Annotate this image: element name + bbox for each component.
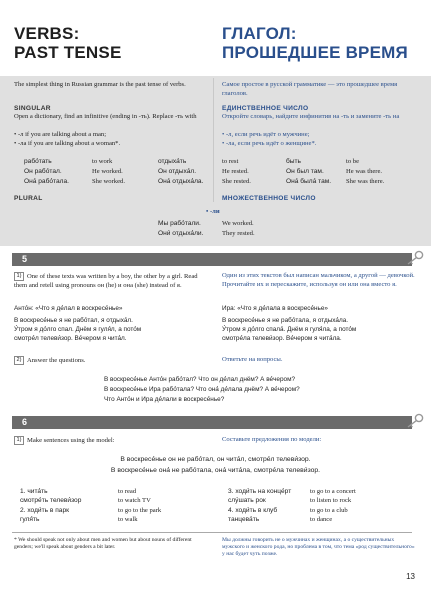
rule-ru: Откройте словарь, найдите инфинитив на -ть и замените -ть на	[222, 113, 400, 120]
conj-en: He worked.	[92, 168, 123, 175]
plural-ru: Мы рабо́тали.	[158, 220, 201, 227]
key-icon[interactable]	[406, 413, 424, 429]
page-number: 13	[406, 572, 415, 581]
conj-ru: Он был там.	[286, 168, 324, 175]
column-divider	[213, 78, 214, 202]
item-ru: слу́шать рок	[228, 497, 266, 504]
footnote-en: * We should speak not only about men and women but about nouns of different genders; we'll speak about genders a bit later.	[14, 537, 192, 550]
conj-ru: Она́ рабо́тала.	[24, 178, 70, 185]
text-a-title: Анто́н: «Что я де́лал в воскресе́нье»	[14, 305, 123, 312]
conj-ru: быть	[286, 158, 301, 165]
item-ru: 2. ходи́ть в парк	[20, 507, 70, 514]
item-en: to dance	[310, 516, 333, 523]
rule-en: Open a dictionary, find an infinitive (ending in -ть). Replace -ть with	[14, 113, 197, 120]
item-en: to go to a club	[310, 507, 348, 514]
model-sentence-m: В воскресе́нье он не рабо́тал, он чита́л, смотре́л телеви́зор.	[120, 456, 311, 463]
plural-heading-ru: МНОЖЕСТВЕННОЕ ЧИСЛО	[222, 195, 316, 202]
intro-ru: Самое простое в русской грамматике — это прошедшее время глаголов.	[222, 81, 398, 97]
question: В воскресе́нье Ира рабо́тала? Что она́ де́лала днём? А ве́чером?	[104, 386, 300, 393]
conj-en: to work	[92, 158, 113, 165]
bullet-man-en: • -л if you are talking about a man;	[14, 131, 107, 138]
item-ru: гуля́ть	[20, 516, 40, 523]
singular-heading-en: SINGULAR	[14, 105, 51, 112]
item-ru: 3. ходи́ть на конце́рт	[228, 488, 292, 495]
page-title-ru: ГЛАГОЛ: ПРОШЕДШЕЕ ВРЕМЯ	[222, 24, 408, 62]
exercise-5-bar	[12, 253, 412, 266]
conj-ru: Она́ отдыха́ла.	[158, 178, 204, 185]
text-a-line: смотре́л телеви́зор. Ве́чером я чита́л.	[14, 335, 127, 342]
intro-en: The simplest thing in Russian grammar is the past tense of verbs.	[14, 81, 186, 88]
item-en: to watch TV	[118, 497, 151, 504]
footnote-rule	[12, 532, 412, 533]
conj-en: She was there.	[346, 178, 385, 185]
ex6-task1-en: 1) Make sentences using the model:	[14, 436, 115, 446]
model-sentence-f: В воскресе́нье она́ не рабо́тала, она́ чита́ла, смотре́ла телеви́зор.	[110, 467, 321, 474]
singular-heading-ru: ЕДИНСТВЕННОЕ ЧИСЛО	[222, 105, 309, 112]
exercise-number: 5	[22, 254, 28, 264]
plural-ru: Они́ отдыха́ли.	[158, 230, 204, 237]
plural-en: We worked.	[222, 220, 254, 227]
text-b-line: У́тром я до́лго спала́. Днём я гуля́ла, а пото́м	[222, 326, 357, 333]
conj-en: He rested.	[222, 168, 249, 175]
text-a-line: У́тром я до́лго спал. Днём я гуля́л, а пото́м	[14, 326, 142, 333]
exercise-number: 6	[22, 417, 28, 427]
ex6-task1-ru: Составьте предложения по модели:	[222, 436, 322, 443]
bullet-woman-en: • -ла if you are talking about a woman*.	[14, 140, 121, 147]
conj-en: She worked.	[92, 178, 125, 185]
page-title-en: VERBS: PAST TENSE	[14, 24, 122, 62]
item-en: to listen to rock	[310, 497, 352, 504]
conj-ru: рабо́тать	[24, 158, 52, 165]
item-en: to read	[118, 488, 137, 495]
ex5-task1-en: 1) One of these texts was written by a boy, the other by a girl. Read them and retell using pronouns он (he) и она (she) instead of я.	[14, 273, 198, 289]
grammar-box	[0, 76, 431, 246]
conj-en: to be	[346, 158, 360, 165]
plural-heading-en: PLURAL	[14, 195, 43, 202]
text-b-title: Ира: «Что я де́лала в воскресе́нье»	[222, 305, 328, 312]
ex5-task2-en: 2) Answer the questions.	[14, 356, 85, 366]
text-b-line: В воскресе́нье я не рабо́тала, я отдыха́ла.	[222, 317, 349, 324]
ex5-task1-ru: Один из этих текстов был написан мальчиком, а другой — девочкой. Прочитайте их и перескажите, используя он или она вместо я.	[222, 272, 415, 288]
plural-suffix: • -ли	[206, 208, 220, 215]
conj-ru: Он рабо́тал.	[24, 168, 62, 175]
conj-en: She rested.	[222, 178, 251, 185]
item-ru: 1. чита́ть	[20, 488, 48, 495]
item-en: to walk	[118, 516, 138, 523]
item-en: to go to the park	[118, 507, 162, 514]
item-ru: 4. ходи́ть в клуб	[228, 507, 278, 514]
plural-en: They rested.	[222, 230, 255, 237]
conj-ru: Она́ была́ там.	[286, 178, 332, 185]
conj-en: He was there.	[346, 168, 383, 175]
bullet-woman-ru: • -ла, если речь идёт о женщине*.	[222, 140, 317, 147]
exercise-6-bar	[12, 416, 412, 429]
ex5-task2-ru: Ответьте на вопросы.	[222, 356, 283, 363]
conj-ru: Он отдыха́л.	[158, 168, 197, 175]
bullet-man-ru: • -л, если речь идёт о мужчине;	[222, 131, 310, 138]
conj-ru: отдыха́ть	[158, 158, 187, 165]
item-en: to go to a concert	[310, 488, 356, 495]
conj-en: to rest	[222, 158, 239, 165]
question: В воскресе́нье Анто́н рабо́тал? Что он де́лал днём? А ве́чером?	[104, 376, 296, 383]
text-b-line: смотре́ла телеви́зор. Ве́чером я чита́ла.	[222, 335, 342, 342]
item-ru: смотре́ть телеви́зор	[20, 497, 82, 504]
key-icon[interactable]	[406, 250, 424, 266]
text-a-line: В воскресе́нье я не рабо́тал, я отдыха́л.	[14, 317, 133, 324]
footnote-ru: Мы должны говорить не о мужчинах и женщинах, а о существительных мужского и женского рода, но проблема в том, что тема «род существительного» у нас будет чуть позже.	[222, 537, 415, 557]
item-ru: танцева́ть	[228, 516, 260, 523]
question: Что Анто́н и Ира де́лали в воскресе́нье?	[104, 396, 225, 403]
